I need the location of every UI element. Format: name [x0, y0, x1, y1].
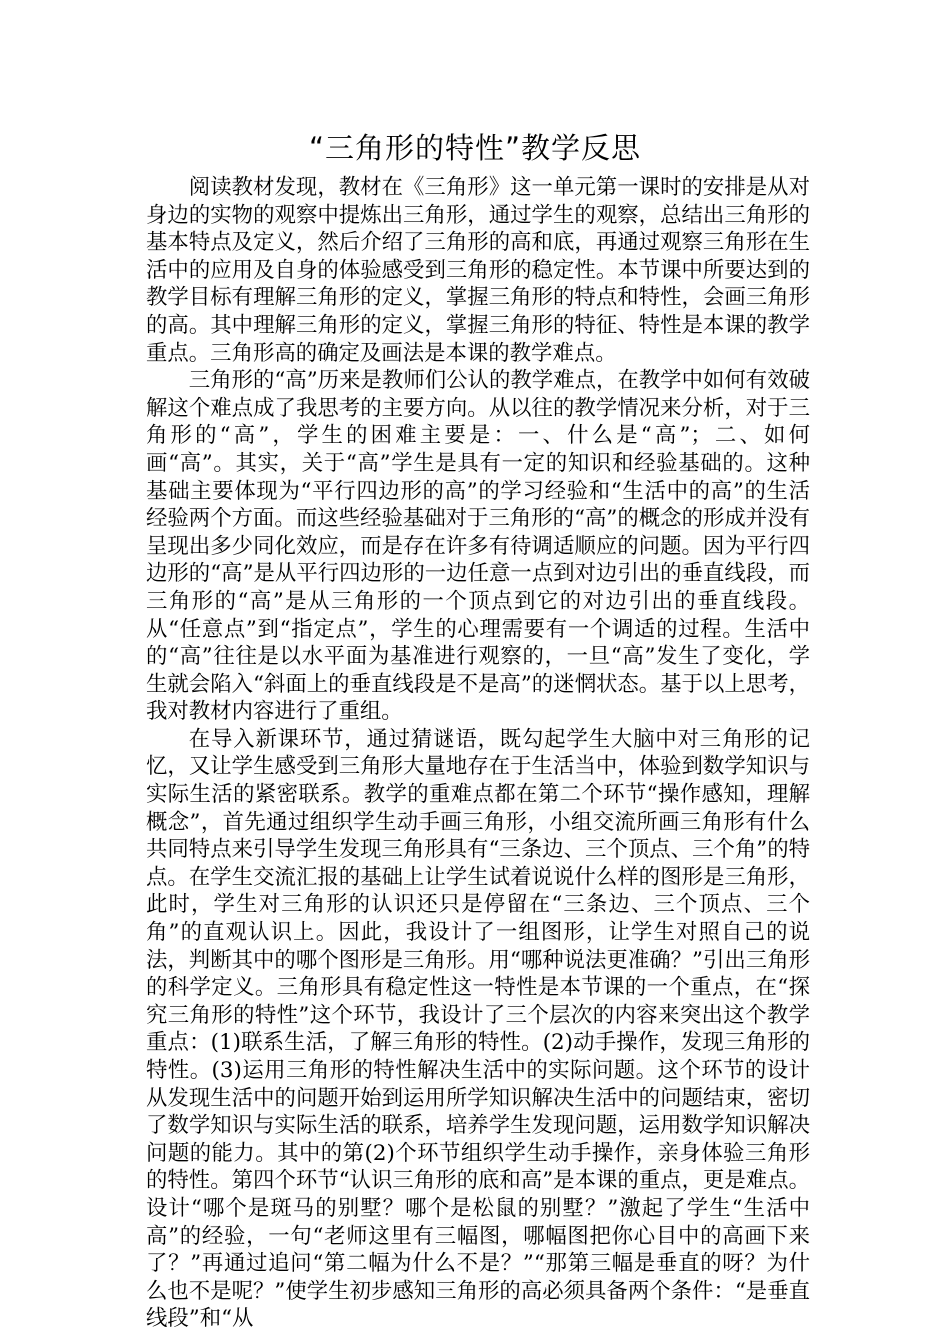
paragraph-2: 三角形的“高”历来是教师们公认的教学难点，在教学中如何有效破解这个难点成了我思考的主要方向。从以往的教学情况来分析，对于三角形的“高”，学生的困难主要是：一、什么是“高”；二、如何画“高”。其实，关于“高”学生是具有一定的知识和经验基础的。这种基础主要体现为“平行四边形的高”的学习经验和“生活中的高”的生活经验两个方面。而这些经验基础对于三角形的“高”的概念的形成并没有呈现出多少同化效应，而是存在许多有待调适顺应的问题。因为平行四边形的“高”是从平行四边形的一边任意一点到对边引出的垂直线段，而三角形的“高”是从三角形的一个顶点到它的对边引出的垂直线段。从“任意点”到“指定点”，学生的心理需要有一个调适的过程。生活中的“高”往往是以水平面为基准进行观察的，一旦“高”发生了变化，学生就会陷入“斜面上的垂直线段是不是高”的迷惘状态。基于以上思考，我对教材内容进行了重组。	[146, 368, 810, 725]
document-title: “三角形的特性”教学反思	[308, 131, 642, 165]
paragraph-1: 阅读教材发现，教材在《三角形》这一单元第一课时的安排是从对身边的实物的观察中提炼出三角形，通过学生的观察，总结出三角形的基本特点及定义，然后介绍了三角形的高和底，再通过观察三角形在生活中的应用及自身的体验感受到三角形的稳定性。本节课中所要达到的教学目标有理解三角形的定义，掌握三角形的特点和特性，会画三角形的高。其中理解三角形的定义，掌握三角形的特征、特性是本课的教学重点。三角形高的确定及画法是本课的教学难点。	[146, 175, 810, 366]
document-body	[146, 174, 810, 1333]
paragraph-3: 在导入新课环节，通过猜谜语，既勾起学生大脑中对三角形的记忆，又让学生感受到三角形大量地存在于生活当中，体验到数学知识与实际生活的紧密联系。教学的重难点都在第二个环节“操作感知，理解概念”，首先通过组织学生动手画三角形，小组交流所画三角形有什么共同特点来引导学生发现三角形具有“三条边、三个顶点、三个角”的特点。在学生交流汇报的基础上让学生试着说说什么样的图形是三角形，此时，学生对三角形的认识还只是停留在“三条边、三个顶点、三个角”的直观认识上。因此，我设计了一组图形，让学生对照自己的说法，判断其中的哪个图形是三角形。用“哪种说法更准确？”引出三角形的科学定义。三角形具有稳定性这一特性是本节课的一个重点，在“探究三角形的特性”这个环节，我设计了三个层次的内容来突出这个教学重点：(1)联系生活，了解三角形的特性。(2)动手操作，发现三角形的特性。(3)运用三角形的特性解决生活中的实际问题。这个环节的设计从发现生活中的问题开始到运用所学知识解决生活中的问题结束，密切了数学知识与实际生活的联系，培养学生发现问题，运用数学知识解决问题的能力。其中的第(2)个环节组织学生动手操作，亲身体验三角形的特性。第四个环节“认识三角形的底和高”是本课的重点，更是难点。设计“哪个是斑马的别墅？哪个是松鼠的别墅？”激起了学生“生活中高”的经验，一句“老师这里有三幅图，哪幅图把你心目中的高画下来了？”再通过追问“第二幅为什么不是？”“那第三幅是垂直的呀？为什么也不是呢？”使学生初步感知三角形的高必须具备两个条件：“是垂直线段”和“从	[146, 726, 810, 1332]
